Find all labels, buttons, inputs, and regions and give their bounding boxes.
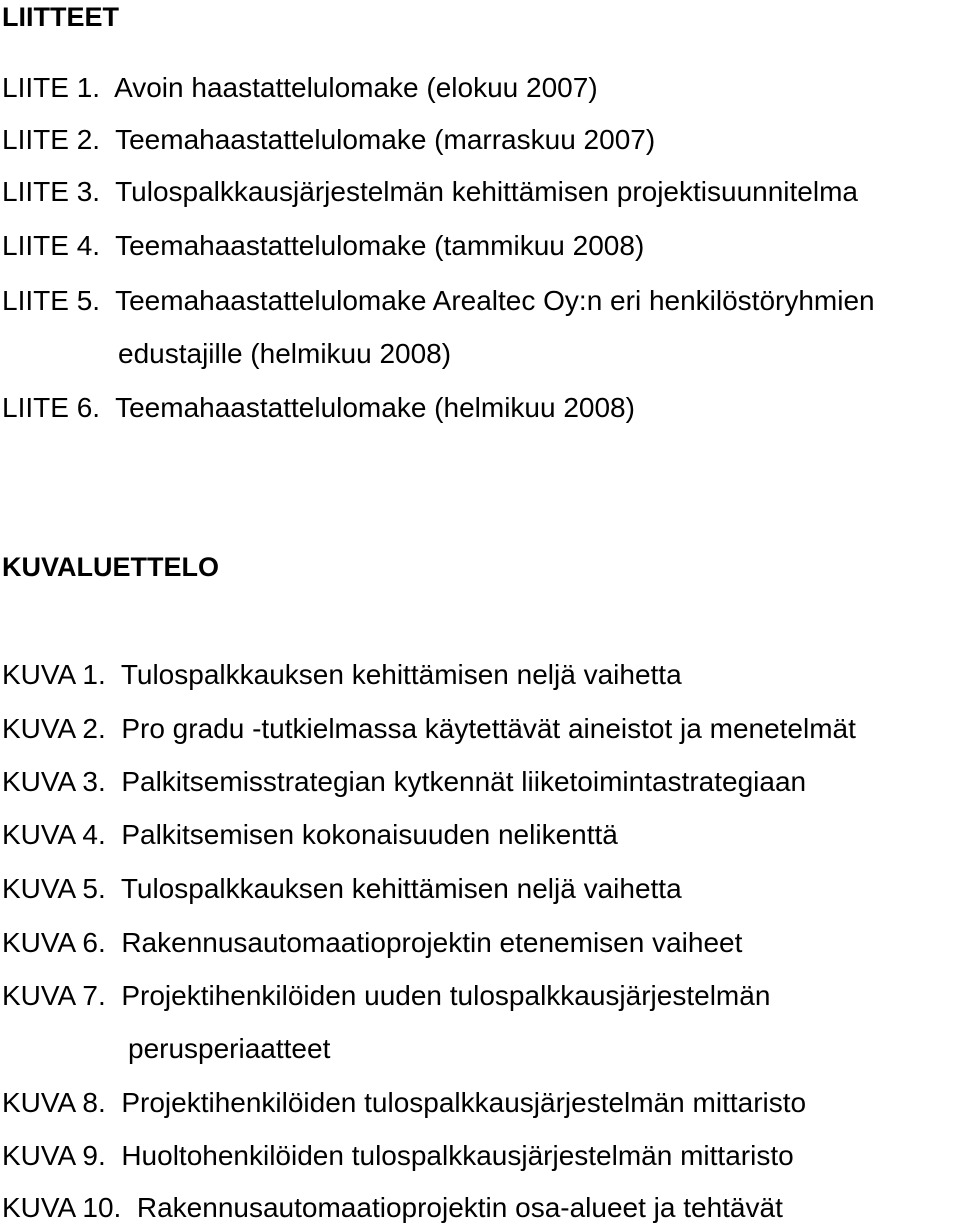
kuva-label: KUVA 5. bbox=[2, 873, 114, 904]
liite-item bbox=[2, 72, 598, 104]
kuva-label: KUVA 1. bbox=[2, 659, 114, 690]
liite-item bbox=[2, 285, 875, 317]
kuva-item bbox=[2, 713, 856, 745]
liite-label: LIITE 1. bbox=[2, 72, 108, 103]
liite-text: Teemahaastattelulomake (marraskuu 2007) bbox=[115, 124, 656, 155]
kuva-text: Tulospalkkauksen kehittämisen neljä vaihetta bbox=[120, 873, 682, 904]
kuva-label: KUVA 3. bbox=[2, 766, 114, 797]
kuva-text: Tulospalkkauksen kehittämisen neljä vaihetta bbox=[120, 659, 682, 690]
liitteet-heading: LIITTEET bbox=[2, 2, 119, 32]
kuvaluettelo-heading: KUVALUETTELO bbox=[2, 552, 219, 582]
kuva-label: KUVA 10. bbox=[2, 1192, 130, 1223]
liite-text: Tulospalkkausjärjestelmän kehittämisen projektisuunnitelma bbox=[115, 176, 858, 207]
kuva-text: Rakennusautomaatioprojektin osa-alueet ja tehtävät bbox=[136, 1192, 783, 1223]
kuva-label: KUVA 9. bbox=[2, 1140, 114, 1171]
liite-continuation: edustajille (helmikuu 2008) bbox=[118, 338, 452, 369]
liite-item bbox=[2, 124, 655, 156]
kuva-item bbox=[2, 927, 742, 959]
kuva-item bbox=[2, 819, 618, 851]
kuva-item bbox=[2, 1140, 794, 1172]
liite-text: Avoin haastattelulomake (elokuu 2007) bbox=[114, 72, 598, 103]
kuva-item bbox=[2, 1192, 783, 1224]
kuva-text: Projektihenkilöiden uuden tulospalkkausjärjestelmän bbox=[121, 980, 771, 1011]
liite-text: Teemahaastattelulomake (tammikuu 2008) bbox=[115, 230, 645, 261]
kuva-continuation: perusperiaatteet bbox=[128, 1033, 331, 1064]
kuva-label: KUVA 2. bbox=[2, 713, 114, 744]
kuva-text: Projektihenkilöiden tulospalkkausjärjestelmän mittaristo bbox=[121, 1087, 807, 1118]
liite-label: LIITE 4. bbox=[2, 230, 108, 261]
kuva-text: Huoltohenkilöiden tulospalkkausjärjestelmän mittaristo bbox=[121, 1140, 794, 1171]
liite-label: LIITE 3. bbox=[2, 176, 108, 207]
kuva-text: Pro gradu -tutkielmassa käytettävät aineistot ja menetelmät bbox=[121, 713, 856, 744]
kuva-label: KUVA 6. bbox=[2, 927, 114, 958]
kuva-label: KUVA 8. bbox=[2, 1087, 114, 1118]
liite-label: LIITE 2. bbox=[2, 124, 108, 155]
liite-item bbox=[2, 230, 644, 262]
kuva-item bbox=[2, 873, 682, 905]
liite-label: LIITE 5. bbox=[2, 285, 108, 316]
kuva-item bbox=[2, 1087, 806, 1119]
liite-text: Teemahaastattelulomake (helmikuu 2008) bbox=[115, 392, 635, 423]
liite-text: Teemahaastattelulomake Arealtec Oy:n eri henkilöstöryhmien bbox=[115, 285, 875, 316]
liite-item bbox=[2, 392, 635, 424]
kuva-item bbox=[2, 766, 806, 798]
kuva-text: Palkitsemisen kokonaisuuden nelikenttä bbox=[121, 819, 618, 850]
kuva-item bbox=[2, 980, 770, 1012]
liite-item bbox=[2, 176, 858, 208]
kuva-text: Palkitsemisstrategian kytkennät liiketoimintastrategiaan bbox=[121, 766, 807, 797]
kuva-label: KUVA 7. bbox=[2, 980, 114, 1011]
kuva-label: KUVA 4. bbox=[2, 819, 114, 850]
kuva-item bbox=[2, 659, 682, 691]
kuva-text: Rakennusautomaatioprojektin etenemisen vaiheet bbox=[121, 927, 743, 958]
liite-label: LIITE 6. bbox=[2, 392, 108, 423]
